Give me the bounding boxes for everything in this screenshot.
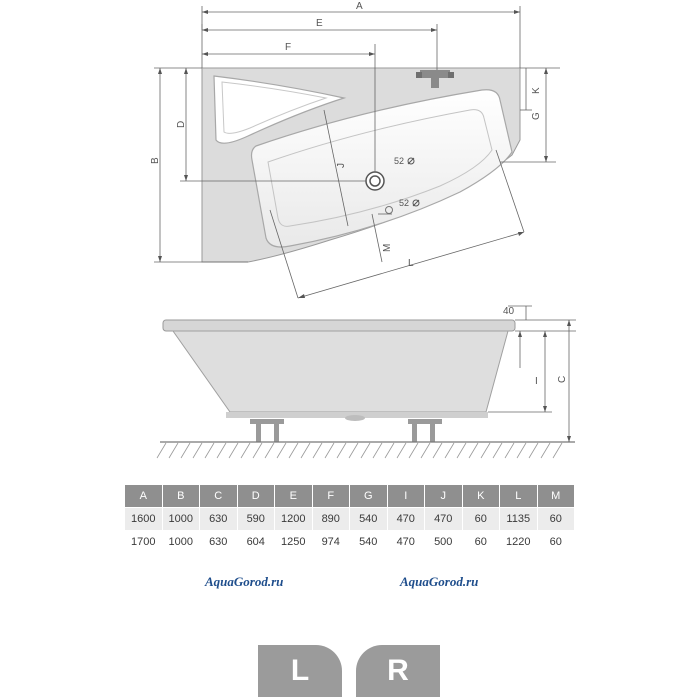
table-cell: 500: [425, 531, 462, 553]
dim-label-I: I: [535, 376, 538, 387]
dim-label-J: J: [336, 163, 347, 168]
table-cell: 60: [538, 531, 575, 553]
table-cell: 974: [313, 531, 350, 553]
watermark-text: AquaGorod.ru: [205, 574, 284, 589]
table-cell: 60: [463, 531, 500, 553]
tub-body-side: [173, 331, 508, 412]
left-version-label: L: [290, 654, 310, 687]
right-version-label: R: [387, 654, 409, 687]
table-cell: 1000: [163, 508, 200, 530]
table-cell: 1000: [163, 531, 200, 553]
table-cell: 470: [388, 508, 425, 530]
table-cell: 630: [200, 508, 237, 530]
floor-hatching: [157, 443, 562, 458]
col-header: I: [388, 485, 425, 507]
col-header: C: [200, 485, 237, 507]
col-header: K: [463, 485, 500, 507]
table-row: [125, 508, 574, 530]
col-header: G: [350, 485, 387, 507]
table-cell: 470: [388, 531, 425, 553]
dim-label-rim: 40: [503, 306, 515, 317]
table-cell: 1135: [500, 508, 537, 530]
table-cell: 1250: [275, 531, 312, 553]
overflow-diameter-label: 52: [399, 198, 410, 208]
table-cell: 60: [538, 508, 575, 530]
tub-legs: [250, 419, 442, 442]
drain-diameter-label: 52: [394, 156, 405, 166]
table-cell: 1700: [125, 531, 162, 553]
table-cell: 890: [313, 508, 350, 530]
table-cell: 630: [200, 531, 237, 553]
left-version-badge: [258, 645, 342, 697]
col-header: D: [238, 485, 275, 507]
dim-label-C: C: [557, 375, 568, 383]
dimension-labels-side: [503, 306, 568, 387]
drain-icon: [366, 172, 384, 190]
dimensions-table: [124, 484, 575, 554]
tub-rim: [163, 320, 515, 331]
dim-label-G: G: [531, 112, 542, 120]
dim-label-L: L: [408, 258, 414, 269]
tub-drain-bottom: [345, 415, 365, 421]
table-cell: 604: [238, 531, 275, 553]
table-cell: 540: [350, 531, 387, 553]
dim-label-M: M: [382, 243, 393, 252]
dim-label-A: A: [356, 1, 363, 12]
table-cell: 1600: [125, 508, 162, 530]
dim-label-D: D: [176, 120, 187, 128]
dim-label-K: K: [531, 87, 542, 94]
col-header: E: [275, 485, 312, 507]
table-cell: 590: [238, 508, 275, 530]
side-view: [157, 306, 576, 458]
table-cell: 1200: [275, 508, 312, 530]
table-cell: 470: [425, 508, 462, 530]
col-header: B: [163, 485, 200, 507]
table-cell: 1220: [500, 531, 537, 553]
col-header: F: [313, 485, 350, 507]
dim-label-E: E: [316, 18, 323, 29]
dim-label-B: B: [150, 157, 161, 164]
col-header: M: [538, 485, 575, 507]
col-header: A: [125, 485, 162, 507]
table-cell: 60: [463, 508, 500, 530]
col-header: L: [500, 485, 537, 507]
dim-label-F: F: [285, 42, 292, 53]
watermark-text: AquaGorod.ru: [400, 574, 479, 589]
col-header: J: [425, 485, 462, 507]
table-cell: 540: [350, 508, 387, 530]
right-version-badge: [356, 645, 440, 697]
top-view: [150, 1, 560, 298]
table-row: [125, 531, 574, 553]
table-header-row: [125, 485, 574, 507]
